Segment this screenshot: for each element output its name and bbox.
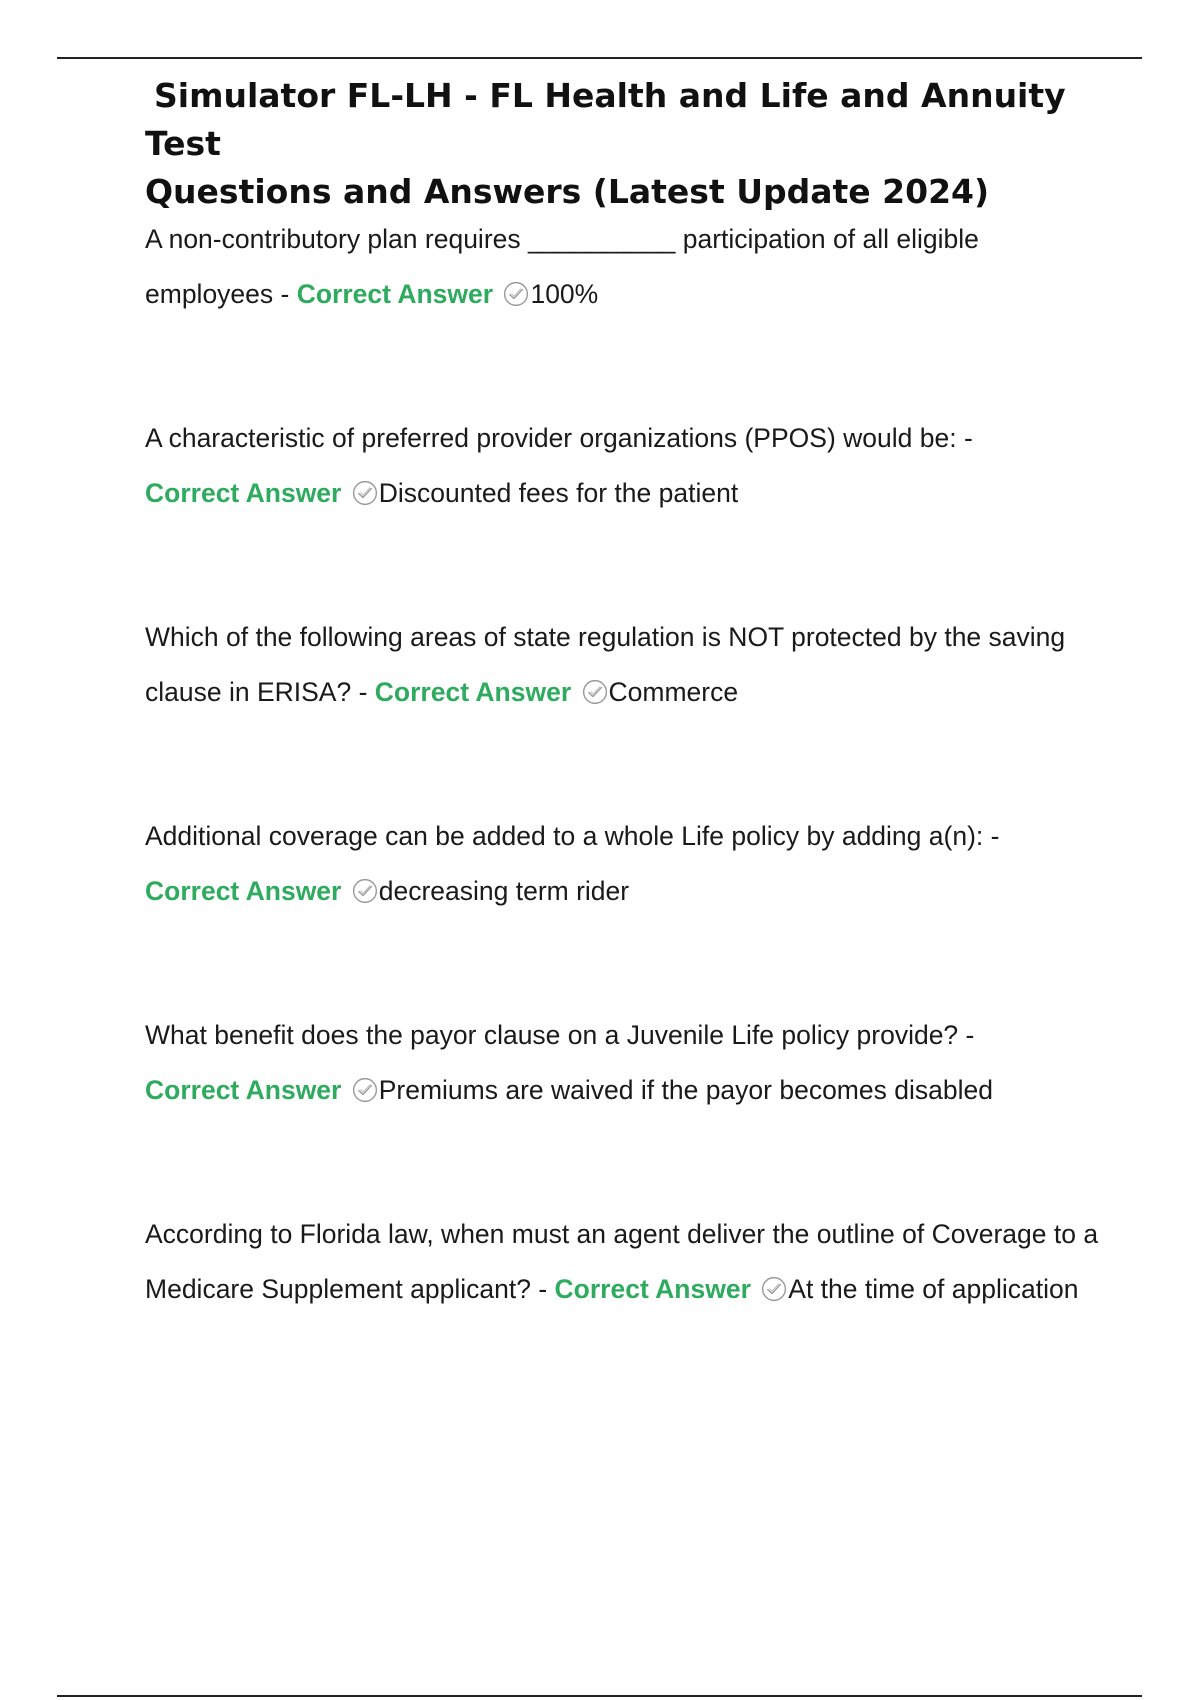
qa-item — [145, 809, 1105, 919]
correct-answer-label: Correct Answer — [145, 478, 342, 508]
check-circle-icon — [582, 679, 608, 705]
correct-answer-label: Correct Answer — [145, 1075, 342, 1105]
separator: - — [351, 677, 375, 707]
question-text: A characteristic of preferred provider organizations (PPOS) would be: — [145, 423, 957, 453]
separator: - — [956, 423, 973, 453]
qa-item — [145, 610, 1105, 720]
top-rule — [57, 57, 1142, 59]
qa-item — [145, 411, 1105, 521]
answer-text: 100% — [530, 279, 599, 309]
answer-text: Premiums are waived if the payor becomes disabled — [378, 1075, 993, 1105]
answer-text: Commerce — [608, 677, 739, 707]
qa-item — [145, 1008, 1105, 1118]
title-line-1: Simulator FL-LH - FL Health and Life and Annuity Test — [145, 76, 1066, 163]
page-title — [145, 72, 1105, 216]
question-text: Additional coverage can be added to a whole Life policy by adding a(n): — [145, 821, 984, 851]
question-text: Which of the following areas of state regulation is NOT protected by the saving clause in ERISA? — [145, 622, 1066, 707]
question-text: A non-contributory plan requires __________ participation of all eligible employees — [145, 224, 979, 309]
separator: - — [273, 279, 297, 309]
answer-text: decreasing term rider — [378, 876, 630, 906]
check-circle-icon — [503, 281, 529, 307]
check-circle-icon — [761, 1276, 787, 1302]
correct-answer-label: Correct Answer — [554, 1274, 751, 1304]
correct-answer-label: Correct Answer — [296, 279, 494, 309]
check-circle-icon — [352, 480, 378, 506]
bottom-rule — [57, 1695, 1142, 1697]
answer-text: At the time of application — [788, 1274, 1079, 1304]
question-text: According to Florida law, when must an agent deliver the outline of Coverage to a Medicare Supplement applicant? — [145, 1219, 1099, 1304]
qa-list — [145, 212, 1105, 1317]
correct-answer-label: Correct Answer — [374, 677, 572, 707]
separator: - — [983, 821, 1000, 851]
check-circle-icon — [352, 1077, 378, 1103]
qa-item — [145, 1207, 1105, 1317]
answer-text: Discounted fees for the patient — [378, 478, 739, 508]
document-page — [145, 72, 1105, 1406]
qa-item — [145, 212, 1105, 322]
question-text: What benefit does the payor clause on a Juvenile Life policy provide? — [145, 1020, 959, 1050]
correct-answer-label: Correct Answer — [145, 876, 342, 906]
title-line-2: Questions and Answers (Latest Update 2024) — [145, 172, 990, 211]
separator: - — [530, 1274, 555, 1304]
separator: - — [958, 1020, 975, 1050]
check-circle-icon — [352, 878, 378, 904]
